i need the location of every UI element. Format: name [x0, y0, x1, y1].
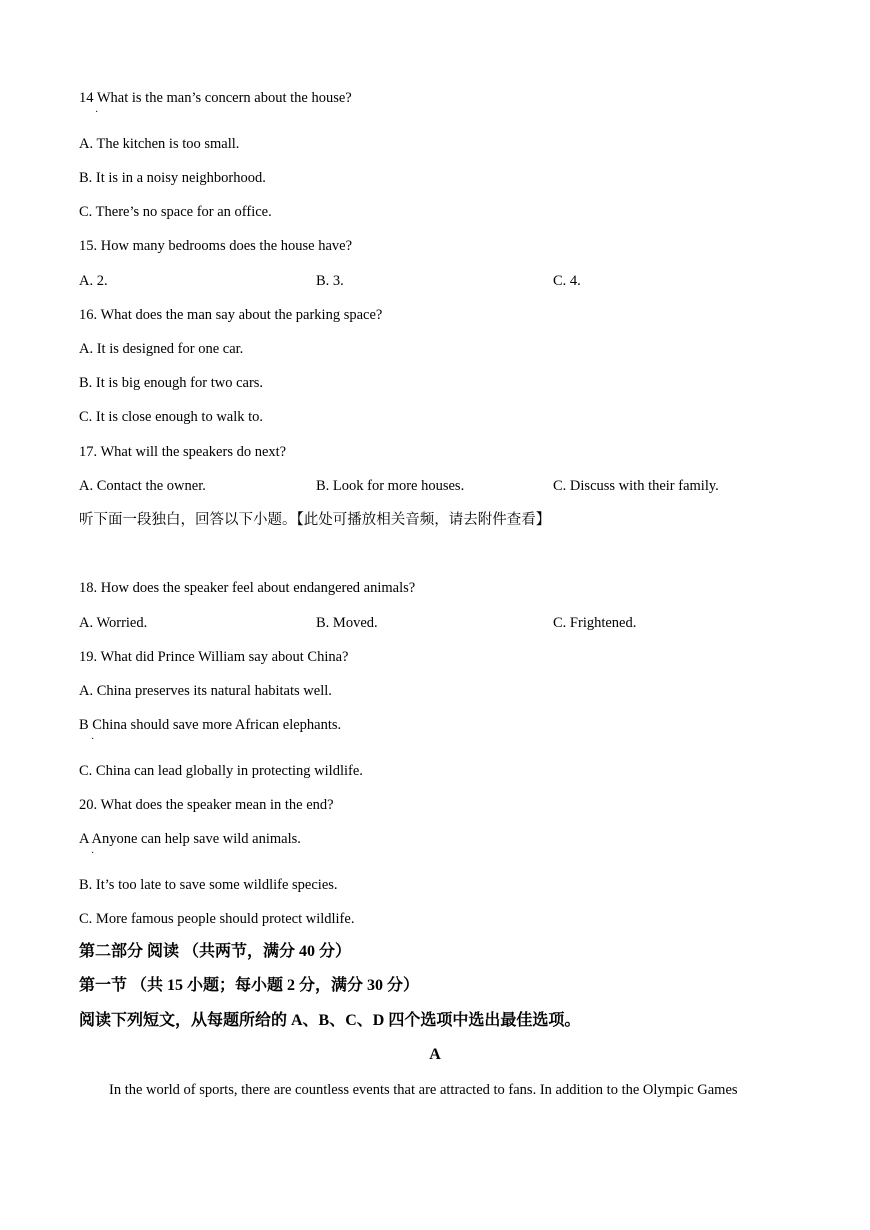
question-17-option-a: A. Contact the owner. — [79, 478, 206, 494]
passage-label: A — [429, 1046, 441, 1063]
question-14-option-b: B. It is in a noisy neighborhood. — [79, 170, 266, 186]
question-17-option-b: B. Look for more houses. — [316, 478, 465, 494]
question-14-option-a: A. The kitchen is too small. — [79, 136, 240, 152]
question-19-stem: 19. What did Prince William say about China? — [79, 649, 349, 665]
marker-dot: · — [91, 848, 95, 859]
question-19-option-a: A. China preserves its natural habitats well. — [79, 683, 332, 699]
question-18-option-a: A. Worried. — [79, 615, 148, 631]
reading-instruction: 阅读下列短文，从每题所给的 A、B、C、D 四个选项中选出最佳选项。 — [79, 1012, 581, 1029]
question-14-option-c: C. There’s no space for an office. — [79, 204, 272, 220]
question-16-option-a: A. It is designed for one car. — [79, 341, 244, 357]
question-14-stem: 14 What is the man’s concern about the house? — [79, 90, 352, 106]
question-15-stem: 15. How many bedrooms does the house have? — [79, 238, 353, 254]
question-15-option-b: B. 3. — [316, 273, 344, 289]
question-15-option-c: C. 4. — [553, 273, 581, 289]
passage-first-line: In the world of sports, there are countless events that are attracted to fans. In addition to the Olympic Games — [109, 1082, 738, 1098]
question-18-option-c: C. Frightened. — [553, 615, 637, 631]
question-18-stem: 18. How does the speaker feel about endangered animals? — [79, 580, 416, 596]
question-20-option-a: A Anyone can help save wild animals. — [79, 831, 301, 847]
monologue-instruction: 听下面一段独白，回答以下小题。【此处可播放相关音频，请去附件查看】 — [79, 512, 551, 528]
marker-dot: · — [95, 107, 99, 118]
marker-dot: · — [91, 734, 95, 745]
question-18-option-b: B. Moved. — [316, 615, 378, 631]
question-16-option-b: B. It is big enough for two cars. — [79, 375, 264, 391]
question-19-option-c: C. China can lead globally in protecting wildlife. — [79, 763, 363, 779]
question-19-option-b: B China should save more African elephants. — [79, 717, 342, 733]
question-20-option-c: C. More famous people should protect wildlife. — [79, 911, 355, 927]
question-16-option-c: C. It is close enough to walk to. — [79, 409, 264, 425]
question-17-stem: 17. What will the speakers do next? — [79, 444, 287, 460]
question-16-stem: 16. What does the man say about the parking space? — [79, 307, 383, 323]
subsection-title: 第一节 （共 15 小题；每小题 2 分，满分 30 分） — [79, 977, 420, 994]
question-20-option-b: B. It’s too late to save some wildlife species. — [79, 877, 338, 893]
question-15-option-a: A. 2. — [79, 273, 108, 289]
section-title: 第二部分 阅读 （共两节，满分 40 分） — [79, 943, 352, 960]
question-20-stem: 20. What does the speaker mean in the end? — [79, 797, 334, 813]
question-17-option-c: C. Discuss with their family. — [553, 478, 719, 494]
